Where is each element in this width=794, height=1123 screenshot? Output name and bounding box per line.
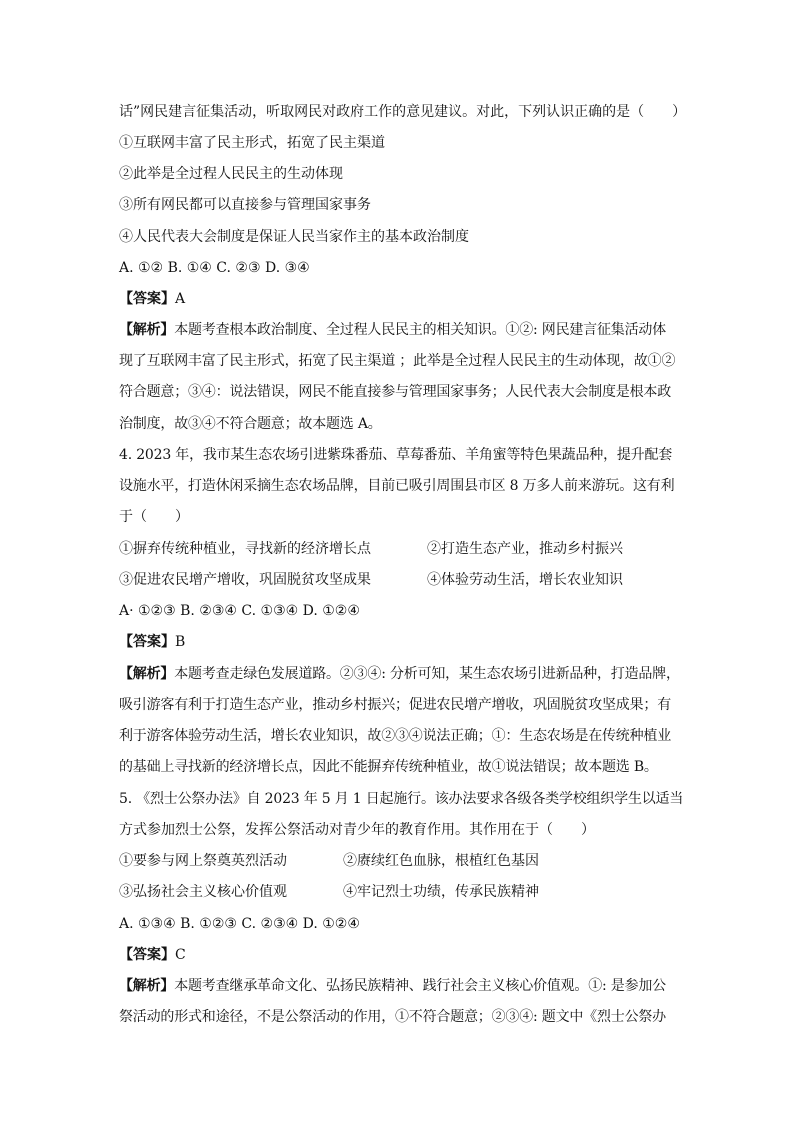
answer-value: C (175, 947, 186, 963)
answer-tag: 【答案】 (119, 947, 175, 963)
q3-choices: A. ①② B. ①④ C. ②③ D. ③④ (119, 260, 310, 276)
answer-tag: 【答案】 (119, 634, 175, 650)
q5-analysis-line: 祭活动的形式和途径，不是公祭活动的作用，①不符合题意；②③④: 题文中《烈士公祭办 (119, 1009, 666, 1025)
analysis-text: 本题考查继承革命文化、弘扬民族精神、践行社会主义核心价值观。①: 是参加公 (174, 978, 666, 994)
q3-analysis-line: 现了互联网丰富了民主形式，拓宽了民主渠道 ；此举是全过程人民民主的生动体现，故①② (119, 353, 676, 369)
q4-options-row-1 (119, 539, 679, 559)
q3-analysis-line: 符合题意；③④：说法错误，网民不能直接参与管理国家事务；人民代表大会制度是根本政 (119, 384, 671, 400)
q3-option-4: ④人民代表大会制度是保证人民当家作主的基本政治制度 (119, 229, 469, 245)
q5-option-2: ②赓续红色血脉，根植红色基因 (343, 853, 539, 869)
q4-analysis-line: 利于游客体验劳动生活，增长农业知识，故②③④说法正确；①：生态农场是在传统种植业 (119, 728, 671, 744)
q4-option-2: ②打造生态产业，推动乡村振兴 (427, 541, 623, 557)
answer-value: B (175, 634, 186, 650)
q3-option-1: ①互联网丰富了民主形式，拓宽了民主渠道 (119, 135, 385, 151)
q5-option-3: ③弘扬社会主义核心价值观 (119, 884, 287, 900)
q5-options-row-1 (119, 851, 679, 871)
analysis-text: 本题考查走绿色发展道路。②③④: 分析可知，某生态农场引进新品种，打造品牌， (174, 666, 680, 682)
q3-answer (119, 289, 679, 309)
q4-choices: A· ①②③ B. ②③④ C. ①③④ D. ①②④ (119, 603, 360, 619)
q5-analysis-line (119, 976, 679, 996)
q3-analysis-line (119, 320, 679, 340)
analysis-tag: 【解析】 (119, 666, 175, 682)
q4-analysis-line: 的基础上寻找新的经济增长点，因此不能摒弃传统种植业，故①说法错误；故本题选 B。 (119, 759, 658, 775)
q4-analysis-line: 吸引游客有利于打造生态产业，推动乡村振兴；促进农民增产增收，巩固脱贫攻坚成果；有 (119, 697, 671, 713)
q4-option-1: ①摒弃传统种植业，寻找新的经济增长点 (119, 541, 371, 557)
q5-options-row-2 (119, 882, 679, 902)
q4-option-3: ③促进农民增产增收，巩固脱贫攻坚成果 (119, 572, 371, 588)
q5-answer (119, 945, 679, 965)
q3-option-2: ②此举是全过程人民民主的生动体现 (119, 166, 343, 182)
q4-analysis-line (119, 664, 679, 684)
q5-stem-line: 方式参加烈士公祭，发挥公祭活动对青少年的教育作用。其作用在于（ ） (119, 822, 595, 838)
q3-option-3: ③所有网民都可以直接参与管理国家事务 (119, 197, 371, 213)
analysis-text: 本题考查根本政治制度、全过程人民民主的相关知识。①②: 网民建言征集活动体 (174, 322, 666, 338)
q3-stem-line: 话”网民建言征集活动，听取网民对政府工作的意见建议。对此，下列认识正确的是（ ） (119, 104, 687, 120)
answer-value: A (175, 291, 186, 307)
q4-stem-line: 设施水平，打造休闲采摘生态农场品牌，目前已吸引周围县市区 8 万多人前来游玩。这有利 (119, 478, 675, 494)
q5-choices: A. ①③④ B. ①②③ C. ②③④ D. ①②④ (119, 916, 360, 932)
q4-stem-line: 于（ ） (119, 509, 189, 525)
q4-stem-line: 4. 2023 年，我市某生态农场引进紫珠番茄、草莓番茄、羊角蜜等特色果蔬品种，提升配套 (119, 447, 673, 463)
q5-option-4: ④牢记烈士功绩，传承民族精神 (343, 884, 539, 900)
analysis-tag: 【解析】 (119, 322, 175, 338)
q3-analysis-line: 治制度，故③④不符合题意；故本题选 A。 (119, 416, 382, 432)
q4-answer (119, 632, 679, 652)
q4-option-4: ④体验劳动生活，增长农业知识 (427, 572, 623, 588)
q4-options-row-2 (119, 570, 679, 590)
q5-option-1: ①要参与网上祭奠英烈活动 (119, 853, 287, 869)
analysis-tag: 【解析】 (119, 978, 175, 994)
q5-stem-line: 5. 《烈士公祭办法》自 2023 年 5 月 1 日起施行。该办法要求各级各类学校组织学生以适当 (119, 791, 684, 807)
answer-tag: 【答案】 (119, 291, 175, 307)
